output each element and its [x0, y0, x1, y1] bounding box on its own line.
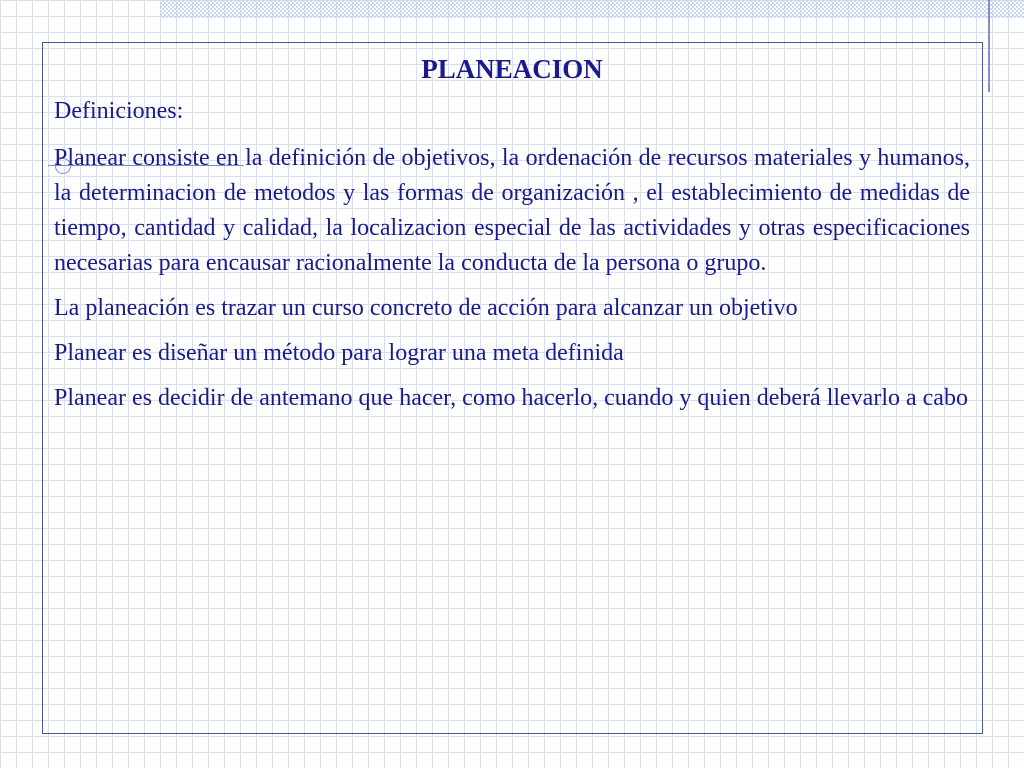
- definition-paragraph-2: La planeación es trazar un curso concreto de acción para alcanzar un objetivo: [54, 295, 798, 321]
- slide-title: PLANEACION: [421, 54, 603, 84]
- definitions-heading: Definiciones:: [54, 98, 184, 124]
- definition-paragraph-4: Planear es decidir de antemano que hacer, como hacerlo, cuando y quien deberá llevarlo a cabo: [54, 385, 968, 411]
- slide-content: [54, 50, 970, 426]
- definition-paragraph-1: Planear consiste en la definición de objetivos, la ordenación de recursos materiales y humanos, la determinacion de metodos y las formas de organización , el establecimiento de medidas de tiempo, cantidad y calidad, la localizacion especial de las actividades y otras especificaciones necesarias para encausar racionalmente la conducta de la persona o grupo.: [54, 145, 970, 276]
- definition-paragraph-3: Planear es diseñar un método para lograr una meta definida: [54, 340, 624, 366]
- vertical-accent-line: [988, 0, 990, 92]
- top-pattern-band: [160, 0, 1024, 18]
